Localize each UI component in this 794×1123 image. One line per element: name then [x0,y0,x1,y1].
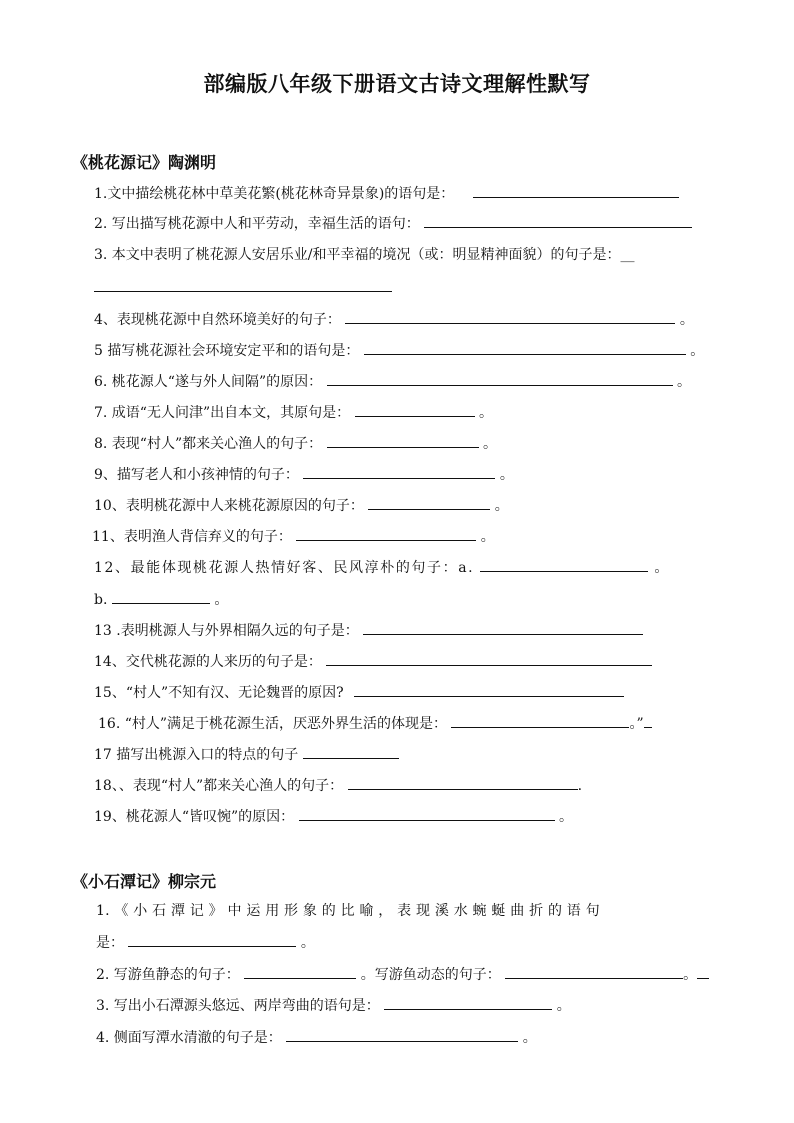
period: 。 [214,592,229,608]
answer-blank-tail [697,965,709,979]
question-16 [98,714,652,733]
question-text: 是： [96,935,124,951]
question-text: 1.文中描绘桃花林中草美花繁(桃花林奇异景象)的语句是： [94,186,455,202]
question-17 [94,745,399,764]
question-2 [94,214,692,233]
answer-blank[interactable] [303,745,399,759]
question-2-1-b [96,933,315,952]
question-text: 7. 成语“无人问津”出自本文，其原句是： [94,405,351,421]
question-5 [94,341,704,360]
question-text: 9、描写老人和小孩神情的句子： [94,467,299,483]
period: 。 [479,405,494,421]
answer-blank[interactable] [303,465,495,479]
question-2-2 [96,965,709,984]
answer-blank[interactable] [345,310,675,324]
question-text: 12、最能体现桃花源人热情好客、民风淳朴的句子：a. [94,560,475,576]
question-12-b [94,590,228,609]
question-text: 3. 本文中表明了桃花源人安居乐业/和平幸福的境况（或：明显精神面貌）的句子是：__ [94,247,635,263]
question-text: 。写游鱼动态的句子： [360,967,501,983]
question-text: 2. 写出描写桃花源中人和平劳动，幸福生活的语句： [94,216,420,232]
question-3-continuation [94,278,392,297]
question-8 [94,434,497,453]
answer-blank[interactable] [364,341,686,355]
answer-blank[interactable] [327,434,479,448]
question-text: 3. 写出小石潭源头悠远、两岸弯曲的语句是： [96,998,380,1014]
section-heading-taohuayuan: 《桃花源记》陶渊明 [72,153,217,172]
period: 。 [677,374,692,390]
question-text: 4. 侧面写潭水清澈的句子是： [96,1030,282,1046]
answer-blank[interactable] [354,683,624,697]
answer-blank[interactable] [384,996,552,1010]
period: 。 [683,967,698,983]
period: 。 [499,467,514,483]
answer-blank[interactable] [326,652,652,666]
answer-blank-tail [644,714,652,728]
question-3 [94,246,635,264]
period: 。 [654,560,670,576]
period: 。 [559,809,574,825]
question-14 [94,652,652,671]
section-heading-xiaoshitan: 《小石潭记》柳宗元 [72,872,217,891]
answer-blank-dynamic[interactable] [505,965,683,979]
period: 。 [690,343,705,359]
question-text: 14、交代桃花源的人来历的句子是： [94,654,322,670]
question-4 [94,310,694,329]
period: 。 [494,498,509,514]
question-text: 1. 《 小 石 潭 记 》 中 运 用 形 象 的 比 喻 ， 表 现 溪 水 蜿 蜒 曲 折 的 语 句 [96,903,600,919]
question-2-4 [96,1028,537,1047]
period: 。 [300,935,315,951]
question-text: 16. “村人”满足于桃花源生活，厌恶外界生活的体现是： [98,716,448,732]
question-text: 17 描写出桃源入口的特点的句子 [94,747,299,763]
question-text: b. [94,592,108,608]
period: 。 [483,436,498,452]
closing-quote: 。” [629,716,644,732]
question-text: 13 .表明桃源人与外界相隔久远的句子是： [94,623,359,639]
question-6 [94,372,691,391]
question-9 [94,465,514,484]
question-text: 19、桃花源人“皆叹惋”的原因： [94,809,295,825]
question-18 [94,776,582,795]
answer-blank-static[interactable] [244,965,356,979]
answer-blank[interactable] [451,714,629,728]
answer-blank[interactable] [424,214,692,228]
answer-blank-b[interactable] [112,590,210,604]
question-19 [94,807,573,826]
answer-blank[interactable] [355,403,475,417]
question-text: 8. 表现“村人”都来关心渔人的句子： [94,436,323,452]
question-text: 5 描写桃花源社会环境安定平和的语句是： [94,343,360,359]
answer-blank[interactable] [368,496,490,510]
period: 。 [679,312,694,328]
answer-blank[interactable] [286,1028,518,1042]
question-13 [94,621,643,640]
answer-blank[interactable] [296,527,476,541]
question-text: 4、表现桃花源中自然环境美好的句子： [94,312,341,328]
period: 。 [556,998,571,1014]
question-1 [94,184,679,203]
question-2-3 [96,996,571,1015]
answer-blank[interactable] [327,372,673,386]
answer-blank[interactable] [348,776,578,790]
question-text: 11、表明渔人背信弃义的句子： [92,529,292,545]
period: . [577,778,583,794]
answer-blank-a[interactable] [480,558,648,572]
answer-blank[interactable] [363,621,643,635]
page-title: 部编版八年级下册语文古诗文理解性默写 [203,72,591,96]
period: 。 [522,1030,537,1046]
question-10 [94,496,509,515]
question-text: 2. 写游鱼静态的句子： [96,967,240,983]
question-text: 18、、表现“村人”都来关心渔人的句子： [94,778,344,794]
question-text: 10、表明桃花源中人来桃花源原因的句子： [94,498,364,514]
question-text: 6. 桃花源人“遂与外人间隔”的原因： [94,374,323,390]
answer-blank[interactable] [473,184,679,198]
answer-blank[interactable] [299,807,555,821]
answer-blank[interactable] [128,933,296,947]
question-11 [92,527,495,546]
question-text: 15、“村人”不知有汉、无论魏晋的原因? [94,685,344,701]
question-15 [94,683,624,702]
answer-blank[interactable] [94,278,392,292]
question-2-1 [96,902,600,920]
question-12 [94,558,670,577]
period: 。 [480,529,495,545]
question-7 [94,403,493,422]
